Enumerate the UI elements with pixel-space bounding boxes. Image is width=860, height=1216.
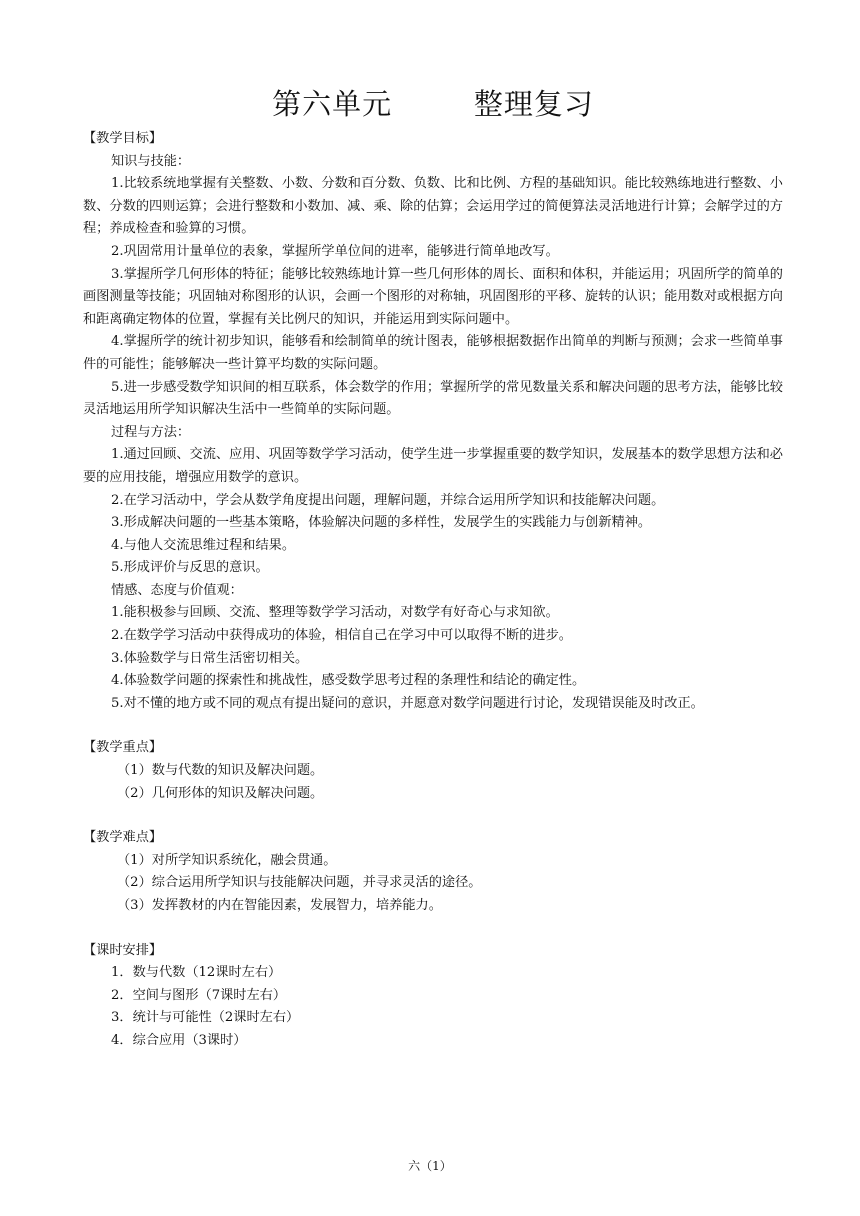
difficulty-item-1: （1）对所学知识系统化，融会贯通。	[117, 852, 337, 868]
process-item-4: 4.与他人交流思维过程和结果。	[111, 537, 296, 553]
schedule-item-2: 2．空间与图形（7课时左右）	[111, 987, 287, 1003]
attitude-item-5: 5.对不懂的地方或不同的观点有提出疑问的意识，并愿意对数学问题进行讨论，发现错误能及时改正。	[111, 695, 704, 711]
attitude-item-3: 3.体验数学与日常生活密切相关。	[111, 650, 309, 666]
page-title: 第六单元 整理复习	[272, 87, 594, 121]
difficulty-item-3: （3）发挥教材的内在智能因素，发展智力，培养能力。	[117, 898, 442, 913]
difficulties-heading: 【教学难点】	[83, 830, 163, 846]
key-point-item-1: （1）数与代数的知识及解决问题。	[117, 763, 324, 779]
process-item-2: 2.在学习活动中，学会从数学角度提出问题，理解问题，并综合运用所学知识和技能解决问题。	[111, 492, 665, 508]
difficulty-item-2: （2）综合运用所学知识与技能解决问题，并寻求灵活的途径。	[117, 875, 482, 891]
process-item-3: 3.形成解决问题的一些基本策略，体验解决问题的多样性，发展学生的实践能力与创新精神。	[111, 515, 652, 531]
knowledge-item-4: 4.掌握所学的统计初步知识，能够看和绘制简单的统计图表，能够根据数据作出简单的判断与预测；会求一些简单事件的可能性；能够解决一些计算平均数的实际问题。	[83, 334, 783, 372]
process-item-5: 5.形成评价与反思的意识。	[111, 560, 269, 576]
attitude-item-2: 2.在数学学习活动中获得成功的体验，相信自己在学习中可以取得不断的进步。	[111, 628, 572, 644]
schedule-item-4: 4．综合应用（3课时）	[111, 1032, 247, 1048]
attitude-item-1: 1.能积极参与回顾、交流、整理等数学学习活动，对数学有好奇心与求知欲。	[111, 605, 559, 621]
process-heading: 过程与方法：	[111, 424, 191, 440]
knowledge-item-3: 3.掌握所学几何形体的特征；能够比较熟练地计算一些几何形体的周长、面积和体积，并能运用；巩固所学的简单的画图测量等技能；巩固轴对称图形的认识，会画一个图形的对称轴，巩固图形的平移、旋转的认识；能用数对或根据方向和距离确定物体的位置，掌握有关比例尺的知识，并能运用到实际问题中。	[83, 266, 783, 327]
knowledge-item-1: 1.比较系统地掌握有关整数、小数、分数和百分数、负数、比和比例、方程的基础知识。能比较熟练地进行整数、小数、分数的四则运算；会进行整数和小数加、减、乘、除的估算；会运用学过的简便算法灵活地进行计算；会解学过的方程；养成检查和验算的习惯。	[83, 176, 783, 237]
key-point-item-2: （2）几何形体的知识及解决问题。	[117, 785, 324, 801]
process-item-1: 1.通过回顾、交流、应用、巩固等数学学习活动，使学生进一步掌握重要的数学知识，发展基本的数学思想方法和必要的应用技能，增强应用数学的意识。	[83, 447, 783, 485]
key-points-heading: 【教学重点】	[83, 740, 163, 756]
attitude-item-4: 4.体验数学问题的探索性和挑战性，感受数学思考过程的条理性和结论的确定性。	[111, 673, 586, 689]
objectives-heading: 【教学目标】	[83, 131, 163, 146]
schedule-item-1: 1．数与代数（12课时左右）	[111, 965, 282, 981]
knowledge-heading: 知识与技能：	[111, 153, 191, 169]
page-number: 六（1）	[408, 1159, 452, 1173]
knowledge-item-5: 5.进一步感受数学知识间的相互联系，体会数学的作用；掌握所学的常见数量关系和解决问题的思考方法，能够比较灵活地运用所学知识解决生活中一些简单的实际问题。	[83, 379, 783, 418]
schedule-heading: 【课时安排】	[83, 942, 163, 958]
knowledge-item-2: 2.巩固常用计量单位的表象，掌握所学单位间的进率，能够进行简单地改写。	[111, 243, 559, 259]
document-body	[83, 128, 783, 1053]
attitude-heading: 情感、态度与价值观：	[111, 582, 243, 598]
schedule-item-3: 3．统计与可能性（2课时左右）	[111, 1010, 300, 1026]
